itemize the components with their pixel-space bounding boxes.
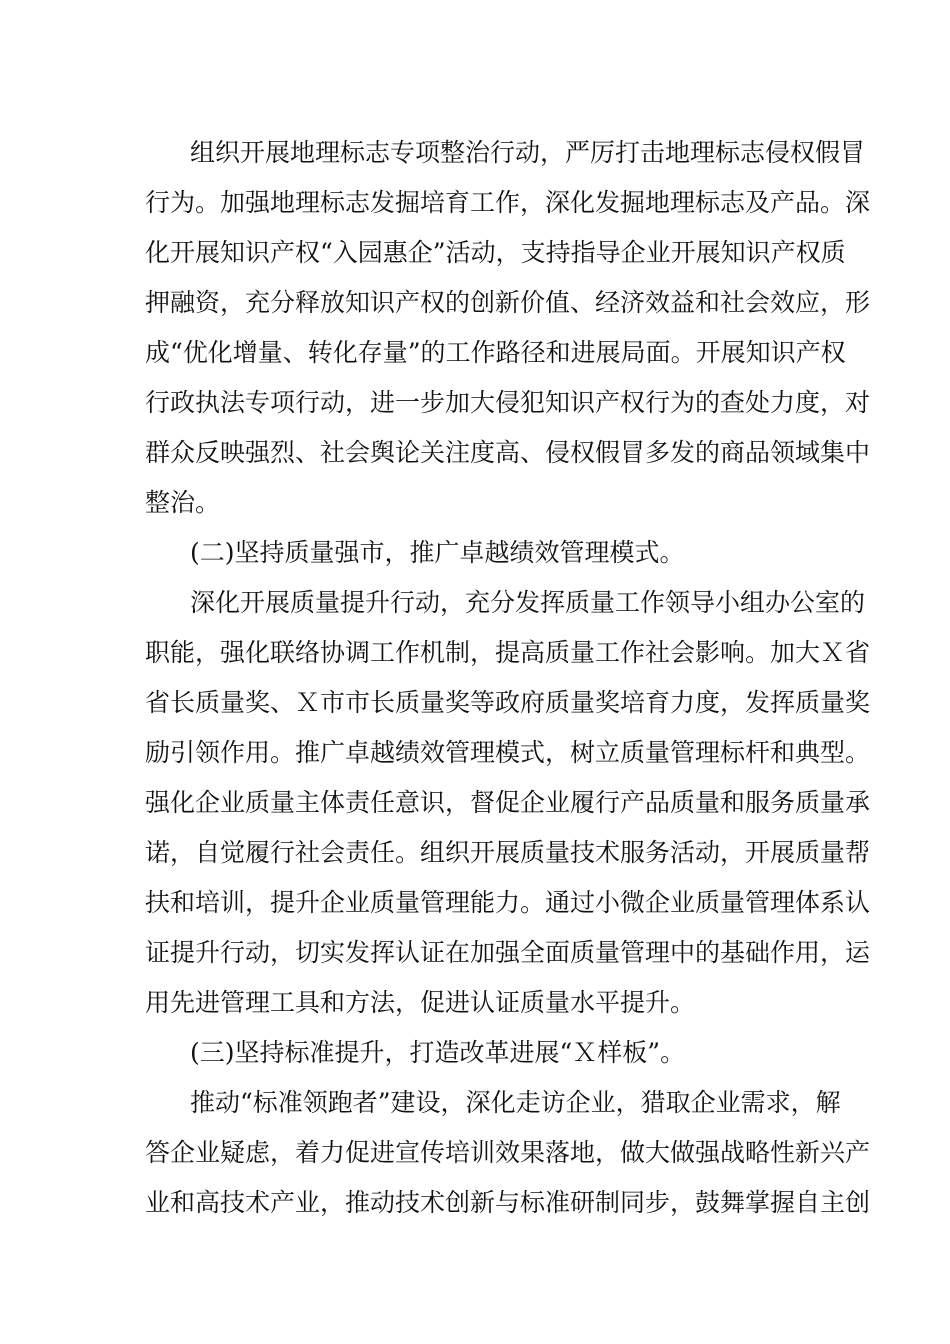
body-text-line: 扶和培训，提升企业质量管理能力。通过小微企业质量管理体系认	[145, 888, 871, 917]
body-text-line: 群众反映强烈、社会舆论关注度高、侵权假冒多发的商品领域集中	[145, 438, 871, 467]
body-text-line: 职能，强化联络协调工作机制，提高质量工作社会影响。加大Ｘ省	[145, 638, 871, 667]
body-text-line: 诺，自觉履行社会责任。组织开展质量技术服务活动，开展质量帮	[145, 838, 871, 867]
body-text-line: 励引领作用。推广卓越绩效管理模式，树立质量管理标杆和典型。	[145, 738, 871, 767]
body-text-line: 证提升行动，切实发挥认证在加强全面质量管理中的基础作用，运	[145, 938, 871, 967]
body-text-line: 化开展知识产权“入园惠企”活动，支持指导企业开展知识产权质	[145, 238, 846, 267]
section-heading-2: (二)坚持质量强市，推广卓越绩效管理模式。	[190, 538, 685, 567]
body-text-line: 押融资，充分释放知识产权的创新价值、经济效益和社会效应，形	[145, 288, 871, 317]
body-text-line: 整治。	[145, 488, 221, 517]
body-text-line: 深化开展质量提升行动，充分发挥质量工作领导小组办公室的	[190, 588, 866, 617]
body-text-line: 成“优化增量、转化存量”的工作路径和进展局面。开展知识产权	[145, 338, 846, 367]
body-text-line: 推动“标准领跑者”建设，深化走访企业，猎取企业需求，解	[190, 1088, 841, 1117]
body-text-line: 行政执法专项行动，进一步加大侵犯知识产权行为的查处力度，对	[145, 388, 871, 417]
body-text-line: 业和高技术产业，推动技术创新与标准研制同步，鼓舞掌握自主创	[145, 1188, 871, 1217]
body-text-line: 用先进管理工具和方法，促进认证质量水平提升。	[145, 988, 696, 1017]
body-text-line: 答企业疑虑，着力促进宣传培训效果落地，做大做强战略性新兴产	[145, 1138, 871, 1167]
body-text-line: 行为。加强地理标志发掘培育工作，深化发掘地理标志及产品。深	[145, 188, 871, 217]
section-heading-3: (三)坚持标准提升，打造改革进展“Ｘ样板”。	[190, 1038, 686, 1067]
body-text-line: 省长质量奖、Ｘ市市长质量奖等政府质量奖培育力度，发挥质量奖	[145, 688, 871, 717]
body-text-line: 强化企业质量主体责任意识，督促企业履行产品质量和服务质量承	[145, 788, 871, 817]
body-text-line: 组织开展地理标志专项整治行动，严厉打击地理标志侵权假冒	[190, 138, 866, 167]
